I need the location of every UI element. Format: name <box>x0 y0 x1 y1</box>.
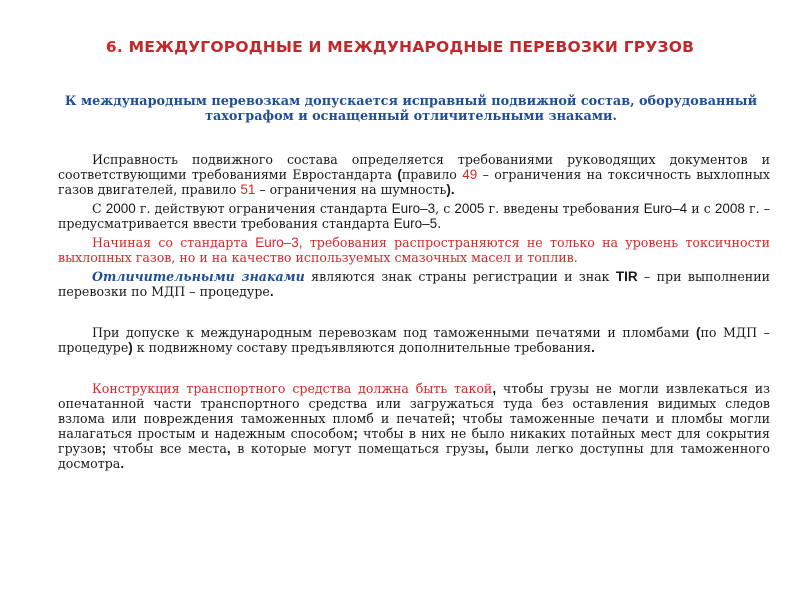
p1-text-3: – ограничения на шумность <box>255 182 447 197</box>
p2-text-7: . <box>437 216 442 231</box>
p2-standard-3: Euro–5 <box>393 216 438 231</box>
paragraph-vehicle-construction <box>58 381 770 471</box>
p5-text-3: к подвижному составу предъявляются дополнительные требования <box>132 340 592 355</box>
p3-text-1: Начиная со стандарта <box>92 235 256 250</box>
p2-year-2: 2005 <box>454 201 485 216</box>
p6-text-4: чтобы все места <box>106 441 227 456</box>
p3-text-2: требования распространяются не только на уровень токсичности выхлопных газов, но и на качество используемых смазочных масел и топлив. <box>58 235 770 265</box>
p1-rule1-number: 49 <box>462 167 478 182</box>
paragraph-euro-standards <box>58 201 770 231</box>
p4-text-2: – при выполнении перевозки по МДП – процедуре <box>58 269 770 299</box>
p2-text-4: г. введены требования <box>484 201 644 216</box>
paragraph-customs-seals <box>58 325 770 355</box>
p2-standard-1: Euro–3 <box>391 201 436 216</box>
p4-text-1: являются знак страны регистрации и знак <box>304 269 616 284</box>
p6-semicolon-2: ; <box>353 426 358 441</box>
p4-term: Отличительными знаками <box>92 269 305 284</box>
p5-text-1: При допуске к международным перевозкам под таможенными печатями и пломбами <box>92 325 696 340</box>
p1-rule1-label: правило <box>401 167 463 182</box>
title-number: 6. <box>105 38 123 56</box>
p1-rule2-number: 51 <box>240 182 256 197</box>
p6-text-2: чтобы таможенные печати и пломбы могли налагаться простым и надежным способом <box>58 411 770 441</box>
p6-text-5: в которые могут помещаться грузы <box>230 441 485 456</box>
p6-comma: , <box>492 381 497 396</box>
p6-comma-3: , <box>484 441 489 456</box>
p1-paren-open: ( <box>397 167 402 182</box>
p2-year-1: 2000 <box>105 201 136 216</box>
p1-text-1: Исправность подвижного состава определяется требованиями руководящих документов и соответствующими требованиями Евростандарта <box>58 152 770 182</box>
paragraph-euro3-requirements <box>58 235 770 265</box>
p6-red-part: Конструкция транспортного средства должна быть такой <box>92 381 493 396</box>
p6-text-6: были легко доступны для таможенного досмотра <box>58 441 770 471</box>
p1-text-2: – ограничения на токсичность выхлопных газов двигателей, <box>58 167 770 197</box>
p2-standard-2: Euro–4 <box>643 201 688 216</box>
p6-semicolon-3: ; <box>101 441 107 456</box>
p4-end: . <box>269 284 274 299</box>
p6-semicolon-1: ; <box>450 411 456 426</box>
subtitle: К международным перевозкам допускается исправный подвижной состав, оборудованный тахографом и оснащенный отличительными знаками. <box>64 94 758 124</box>
p2-text-3: , с <box>435 201 455 216</box>
p2-text-5: и с <box>687 201 715 216</box>
p5-text-2: по МДП – процедуре <box>58 325 770 355</box>
paragraph-roadworthiness <box>58 152 770 197</box>
p5-paren-close: ) <box>128 340 133 355</box>
slide-title <box>0 38 800 56</box>
p2-text-6: г. – предусматривается ввести требования стандарта <box>58 201 770 231</box>
body-text <box>58 152 770 475</box>
p6-text-3: чтобы в них не было никаких потайных мест для сокрытия грузов <box>58 426 770 456</box>
p5-paren-open: ( <box>695 325 701 340</box>
p2-year-3: 2008 <box>714 201 745 216</box>
p5-end: . <box>591 340 595 355</box>
p4-tir: TIR <box>615 269 638 284</box>
p3-standard: Euro–3, <box>255 235 303 250</box>
p2-text-2: г. действуют ограничения стандарта <box>135 201 392 216</box>
p6-text-1: чтобы грузы не могли извлекаться из опечатанной части транспортного средства или загружаться туда без оставления видимых следов взлома или повреждения таможенных пломб и печатей <box>58 381 770 426</box>
paragraph-distinctive-signs <box>58 269 770 299</box>
p1-rule2-label: правило <box>181 182 241 197</box>
title-text: МЕЖДУГОРОДНЫЕ И МЕЖДУНАРОДНЫЕ ПЕРЕВОЗКИ ГРУЗОВ <box>122 38 695 56</box>
p1-paren-close: ). <box>446 182 455 197</box>
p6-end: . <box>120 456 125 471</box>
p2-text-1: С <box>92 201 106 216</box>
p6-comma-2: , <box>226 441 231 456</box>
